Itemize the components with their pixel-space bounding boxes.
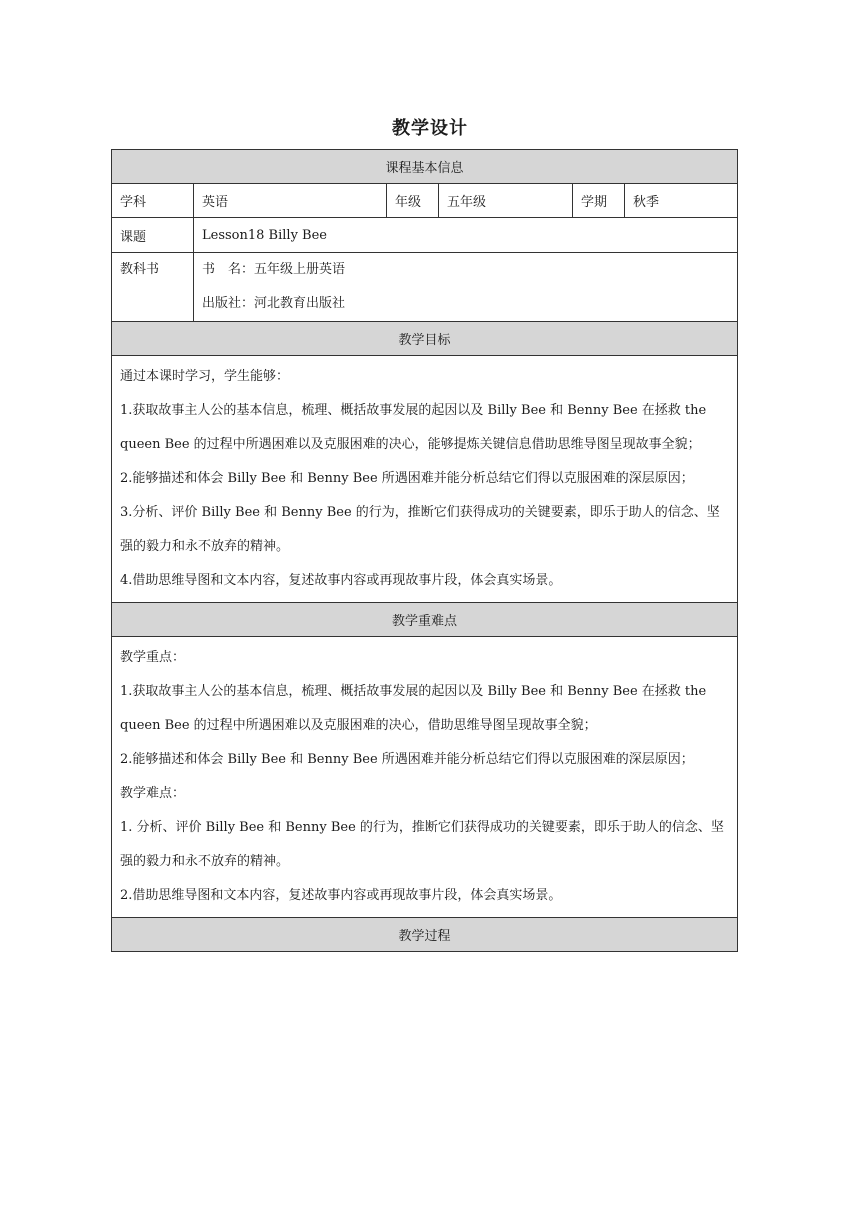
- focus-item: 2.能够描述和体会 Billy Bee 和 Benny Bee 所遇困难并能分析总结它们得以克服困难的深层原因；: [120, 752, 694, 767]
- textbook-value: [194, 253, 738, 322]
- subject-row: [112, 184, 738, 218]
- term-value: 秋季: [625, 184, 738, 218]
- lesson-value: Lesson18 Billy Bee: [194, 218, 738, 253]
- focus-item: 1.获取故事主人公的基本信息，梳理、概括故事发展的起因以及 Billy Bee 和 Benny Bee 在拯救 the queen Bee 的过程中所遇困难以及克服困难的决心，借助思维导图呈现故事全貌；: [120, 684, 707, 733]
- objectives-content: [112, 356, 738, 603]
- term-label: 学期: [573, 184, 625, 218]
- objectives-header: 教学目标: [112, 322, 738, 356]
- process-header: 教学过程: [112, 918, 738, 952]
- key-points-content: [112, 637, 738, 918]
- focus-label: 教学重点：: [120, 650, 186, 665]
- difficulty-item: 1. 分析、评价 Billy Bee 和 Benny Bee 的行为，推断它们获得成功的关键要素，即乐于助人的信念、坚强的毅力和永不放弃的精神。: [120, 820, 724, 869]
- lesson-plan-table: [111, 149, 738, 952]
- lesson-row: [112, 218, 738, 253]
- subject-value: 英语: [194, 184, 387, 218]
- key-points-row: [112, 637, 738, 918]
- page-title: 教学设计: [392, 118, 468, 139]
- objective-item: 4.借助思维导图和文本内容，复述故事内容或再现故事片段，体会真实场景。: [120, 573, 562, 588]
- basic-info-header-row: [112, 150, 738, 184]
- grade-label: 年级: [387, 184, 439, 218]
- objectives-row: [112, 356, 738, 603]
- textbook-publisher: 出版社：河北教育出版社: [202, 296, 346, 311]
- process-header-row: [112, 918, 738, 952]
- basic-info-header: 课程基本信息: [112, 150, 738, 184]
- difficulty-label: 教学难点：: [120, 786, 186, 801]
- key-points-header-row: [112, 603, 738, 637]
- objectives-header-row: [112, 322, 738, 356]
- textbook-row: [112, 253, 738, 322]
- textbook-name: 书 名：五年级上册英语: [202, 262, 346, 277]
- objectives-intro: 通过本课时学习，学生能够：: [120, 369, 290, 384]
- textbook-label-cell: [112, 253, 194, 322]
- subject-label: 学科: [112, 184, 194, 218]
- lesson-label: 课题: [112, 218, 194, 253]
- objective-item: 3.分析、评价 Billy Bee 和 Benny Bee 的行为，推断它们获得成功的关键要素，即乐于助人的信念、坚强的毅力和永不放弃的精神。: [120, 505, 720, 554]
- grade-value: 五年级: [439, 184, 573, 218]
- key-points-header: 教学重难点: [112, 603, 738, 637]
- textbook-label: 教科书: [120, 262, 160, 277]
- objective-item: 2.能够描述和体会 Billy Bee 和 Benny Bee 所遇困难并能分析总结它们得以克服困难的深层原因；: [120, 471, 694, 486]
- objective-item: 1.获取故事主人公的基本信息，梳理、概括故事发展的起因以及 Billy Bee 和 Benny Bee 在拯救 the queen Bee 的过程中所遇困难以及克服困难的决心，能够提炼关键信息借助思维导图呈现故事全貌；: [120, 403, 707, 452]
- difficulty-item: 2.借助思维导图和文本内容，复述故事内容或再现故事片段，体会真实场景。: [120, 888, 562, 903]
